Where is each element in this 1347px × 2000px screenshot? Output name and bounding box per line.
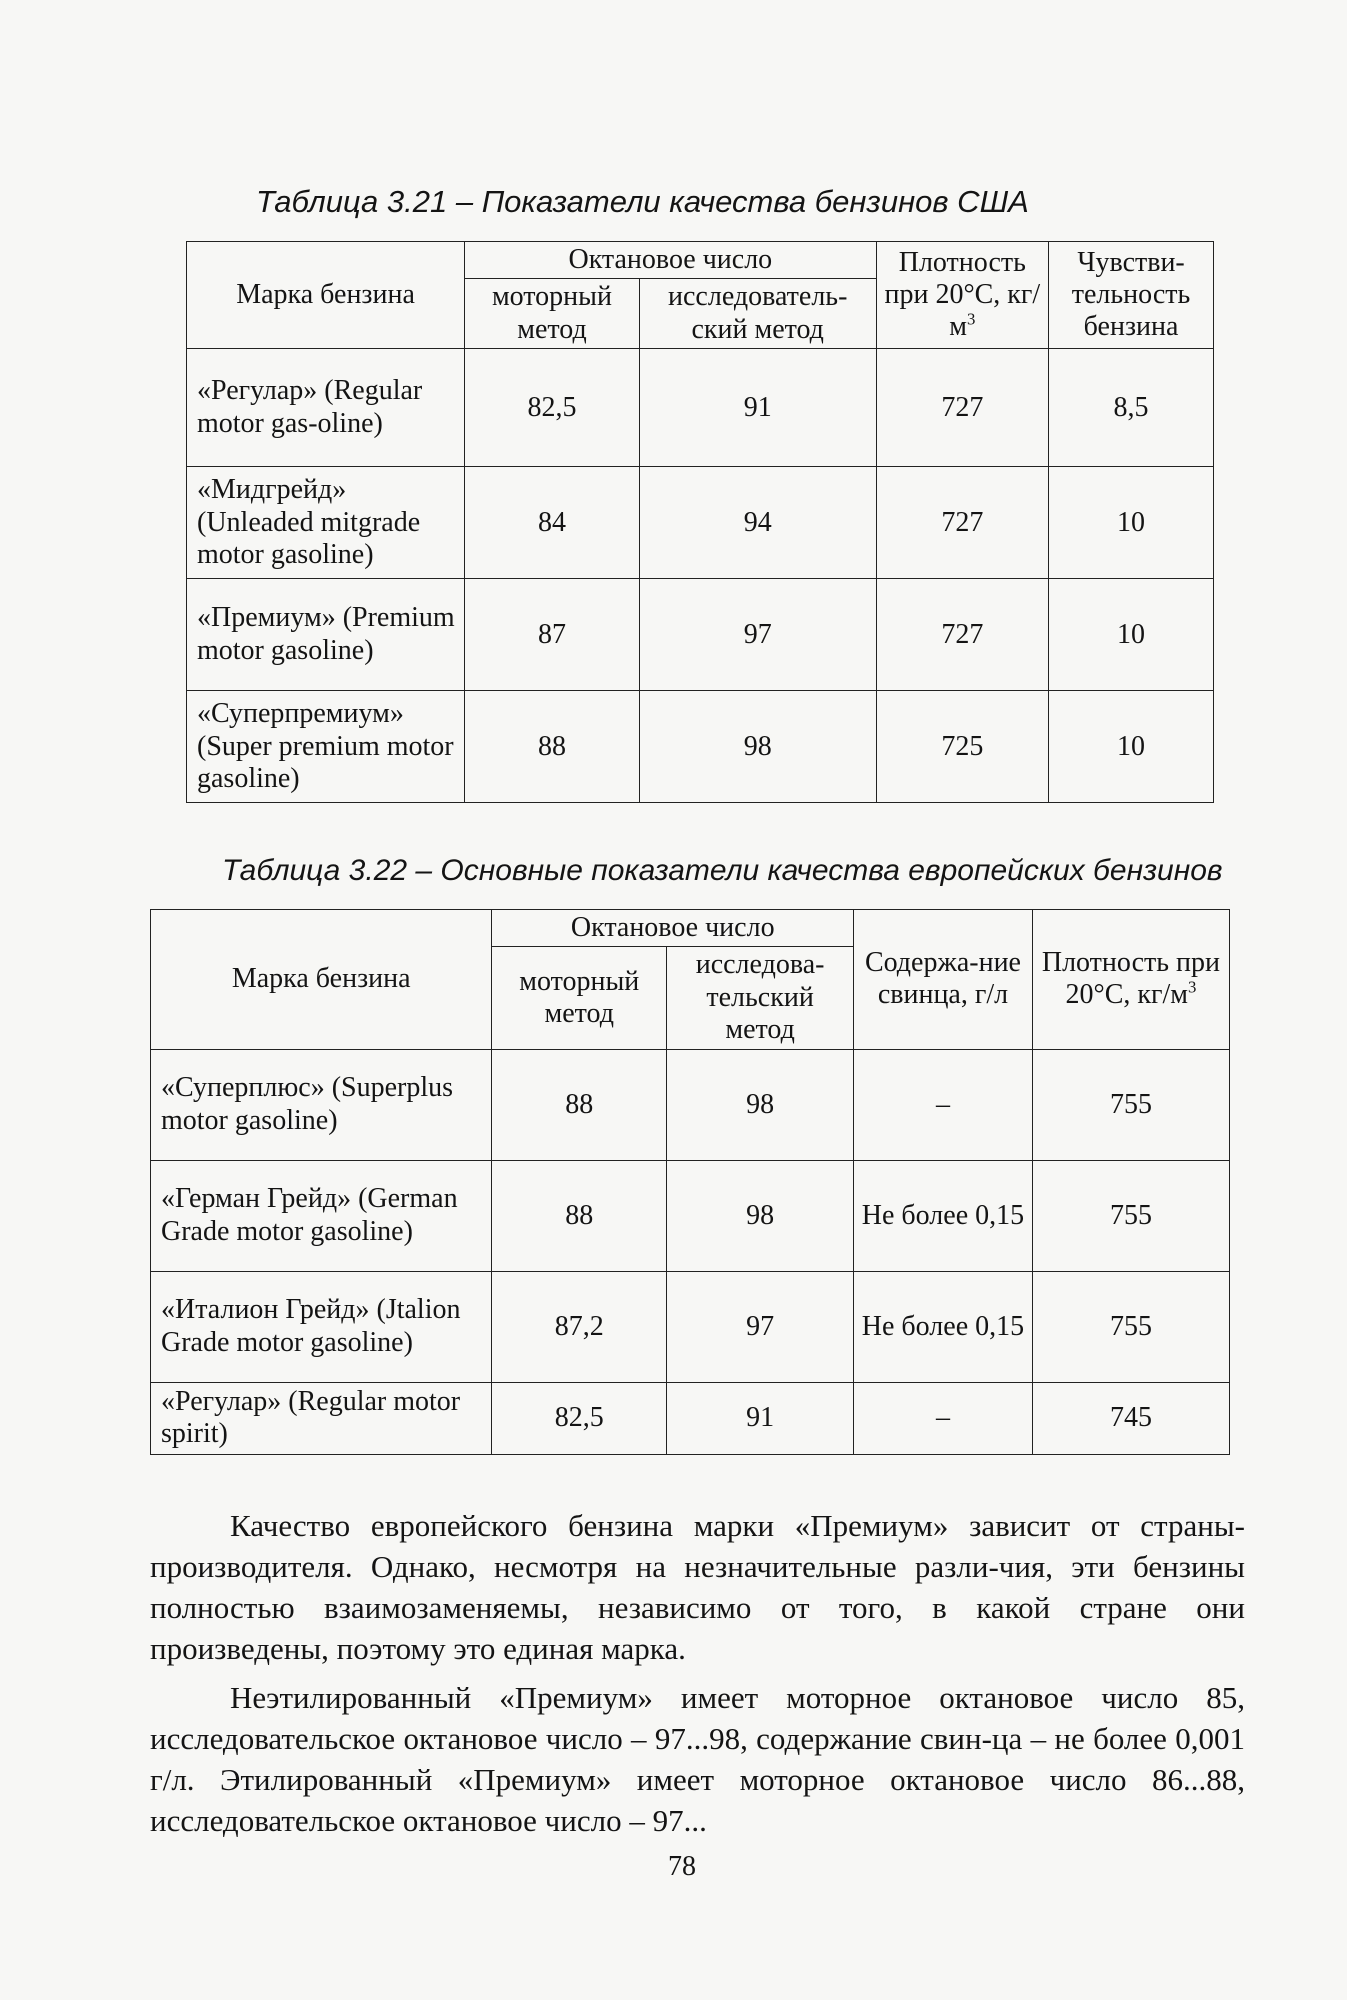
header-brand: Марка бензина: [187, 242, 465, 349]
body-paragraph: Неэтилированный «Премиум» имеет моторное октановое число 85, исследовательское октановое число – 97...98, содержание свин-ца – не более 0,001 г/л. Этилированный «Премиум» имеет моторное октановое число 86...88, исследовательское октановое число – 97...: [150, 1680, 1245, 1838]
sensitivity-cell: 8,5: [1049, 349, 1214, 467]
motor-cell: 84: [465, 467, 640, 579]
lead-cell: Не более 0,15: [854, 1271, 1033, 1382]
density-cell: 745: [1032, 1382, 1229, 1454]
header-sensitivity: Чувстви-тельность бензина: [1049, 242, 1214, 349]
research-cell: 91: [667, 1382, 854, 1454]
header-brand: Марка бензина: [151, 910, 492, 1050]
body-paragraph: Качество европейского бензина марки «Премиум» зависит от страны-производителя. Однако, несмотря на незначительные разли-чия, эти бензины полностью взаимозаменяемы, независимо от того, в какой стране они произведены, поэтому это единая марка.: [150, 1508, 1245, 1666]
brand-cell: «Италион Грейд» (Jtalion Grade motor gasoline): [151, 1271, 492, 1382]
eu-gasoline-table: [150, 909, 1230, 1455]
us-gasoline-table: [186, 241, 1214, 803]
density-cell: 727: [876, 349, 1049, 467]
header-octane-group: Октановое число: [492, 910, 854, 947]
table-row: [187, 467, 1214, 579]
table-row: [151, 1382, 1230, 1454]
motor-cell: 88: [492, 1160, 667, 1271]
motor-cell: 88: [465, 691, 640, 803]
brand-cell: «Суперпремиум» (Super premium motor gasoline): [187, 691, 465, 803]
table-row: [151, 1160, 1230, 1271]
sensitivity-cell: 10: [1049, 579, 1214, 691]
research-cell: 94: [639, 467, 876, 579]
lead-cell: –: [854, 1382, 1033, 1454]
brand-cell: «Премиум» (Premium motor gasoline): [187, 579, 465, 691]
header-research-method: исследова-тельский метод: [667, 947, 854, 1049]
table1-caption: Таблица 3.21 – Показатели качества бензинов США: [256, 184, 1029, 219]
sensitivity-cell: 10: [1049, 691, 1214, 803]
header-research-method: исследователь-ский метод: [639, 279, 876, 349]
page-number: 78: [668, 1851, 696, 1882]
header-lead: Содержа-ние свинца, г/л: [854, 910, 1033, 1050]
motor-cell: 82,5: [492, 1382, 667, 1454]
density-cell: 755: [1032, 1271, 1229, 1382]
header-octane-group: Октановое число: [465, 242, 876, 279]
density-cell: 755: [1032, 1049, 1229, 1160]
table-row: [187, 691, 1214, 803]
density-cell: 727: [876, 579, 1049, 691]
table2-caption: Таблица 3.22 – Основные показатели качества европейских бензинов: [222, 854, 1223, 887]
density-cell: 725: [876, 691, 1049, 803]
motor-cell: 82,5: [465, 349, 640, 467]
table-row: [151, 1049, 1230, 1160]
sensitivity-cell: 10: [1049, 467, 1214, 579]
density-cell: 755: [1032, 1160, 1229, 1271]
brand-cell: «Мидгрейд» (Unleaded mitgrade motor gasoline): [187, 467, 465, 579]
header-density: Плотность при 20°C, $кг/м^3$: [1032, 910, 1229, 1050]
motor-cell: 87,2: [492, 1271, 667, 1382]
header-motor-method: моторный метод: [465, 279, 640, 349]
research-cell: 98: [639, 691, 876, 803]
density-cell: 727: [876, 467, 1049, 579]
table-row: [151, 1271, 1230, 1382]
header-motor-method: моторный метод: [492, 947, 667, 1049]
brand-cell: «Регулар» (Regular motor gas-oline): [187, 349, 465, 467]
motor-cell: 88: [492, 1049, 667, 1160]
header-density: Плотность при 20°C, $кг/м^3$: [876, 242, 1049, 349]
table-row: [187, 579, 1214, 691]
table-row: [187, 349, 1214, 467]
research-cell: 91: [639, 349, 876, 467]
research-cell: 97: [667, 1271, 854, 1382]
research-cell: 97: [639, 579, 876, 691]
research-cell: 98: [667, 1049, 854, 1160]
brand-cell: «Суперплюс» (Superplus motor gasoline): [151, 1049, 492, 1160]
lead-cell: –: [854, 1049, 1033, 1160]
brand-cell: «Герман Грейд» (German Grade motor gasoline): [151, 1160, 492, 1271]
motor-cell: 87: [465, 579, 640, 691]
research-cell: 98: [667, 1160, 854, 1271]
lead-cell: Не более 0,15: [854, 1160, 1033, 1271]
brand-cell: «Регулар» (Regular motor spirit): [151, 1382, 492, 1454]
